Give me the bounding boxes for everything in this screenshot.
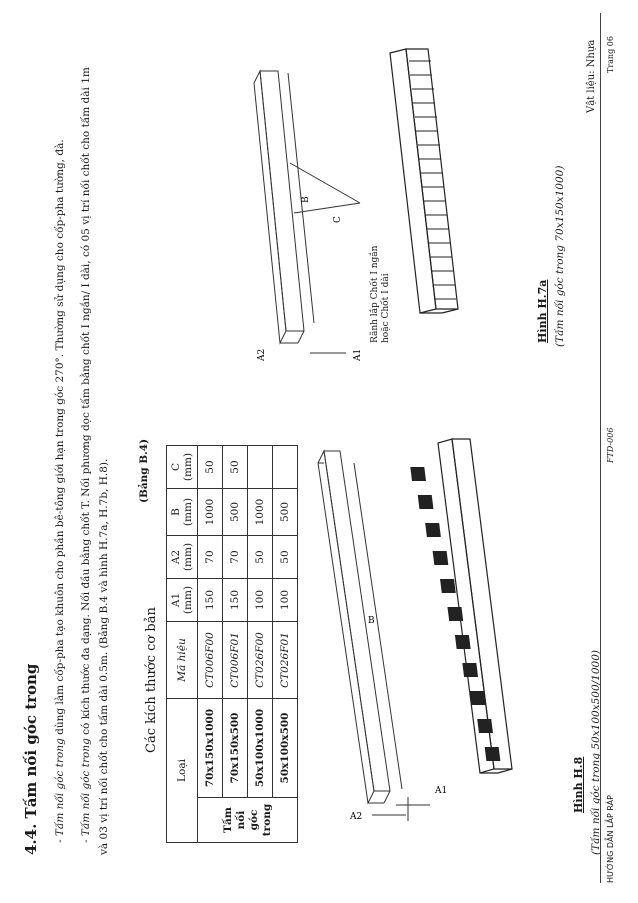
- h7a-note: [370, 246, 392, 343]
- header-c: C (mm): [167, 446, 198, 489]
- cell-size: 50x100x500: [273, 699, 298, 798]
- h7a-note-line-1: Rãnh lắp Chốt I ngắn: [370, 245, 380, 343]
- h7a-label-a1: A1: [353, 348, 363, 361]
- cell-a1: 150: [198, 579, 223, 622]
- group-label: Tấm nối góc trong: [198, 798, 298, 843]
- cell-a2: 50: [248, 536, 273, 579]
- h7a-subtitle: (Tấm nối góc trong 70x150x1000): [554, 165, 566, 347]
- footer-material: Vật liệu: Nhựa: [586, 39, 597, 113]
- cell-code: CT006F01: [223, 622, 248, 699]
- cell-code: CT026F00: [248, 622, 273, 699]
- cell-size: 50x100x1000: [248, 699, 273, 798]
- header-loai: Loại: [167, 699, 198, 843]
- table-caption: Các kích thước cơ bản: [144, 607, 159, 753]
- text: dùng làm cốp-pha tạo khuôn cho phần bê-tông giới hạn trong góc 270°. Thường sử dụng cho cốp-pha tường, đà.: [54, 139, 66, 739]
- cell-code: CT006F00: [198, 622, 223, 699]
- header-a1: A1 (mm): [167, 579, 198, 622]
- table-number: (Bảng B.4): [138, 438, 150, 503]
- cell-b: 1000: [198, 489, 223, 536]
- h7a-label-b: B: [301, 196, 311, 203]
- footer-rule: [600, 13, 601, 883]
- h8-title: Hình H.8: [572, 756, 585, 813]
- cell-c: [248, 446, 273, 489]
- cell-c: 50: [223, 446, 248, 489]
- h7a-title: Hình H.7a: [536, 279, 549, 343]
- cell-a1: 100: [248, 579, 273, 622]
- text: có kích thước đa dạng. Nối đầu bằng chốt T. Nối phương dọc tấm bằng chốt I ngắn/ I dài, có 05 vị trí nối chốt cho tấm dài 1m: [80, 67, 92, 739]
- h8-label-b: B: [368, 616, 375, 626]
- term: Tấm nối góc trong: [80, 738, 92, 837]
- cell-a2: 70: [223, 536, 248, 579]
- paragraph-2: - Tấm nối góc trong có kích thước đa dạng. Nối đầu bằng chốt T. Nối phương dọc tấm bằng chốt I ngắn/ I dài, có 05 vị trí nối chốt cho tấm dài 1m: [80, 67, 92, 843]
- h7a-label-c: C: [333, 216, 343, 223]
- footer-left: HƯỚNG DẪN LẮP RÁP: [606, 795, 615, 883]
- figure-h8-drawing: [310, 403, 570, 823]
- term: Tấm nối góc trong: [54, 738, 66, 837]
- cell-b: 500: [223, 489, 248, 536]
- footer-page: Trang 06: [606, 36, 615, 73]
- table-header-row: [167, 446, 198, 843]
- cell-a2: 70: [198, 536, 223, 579]
- header-ma-hieu: Mã hiệu: [167, 622, 198, 699]
- cell-c: 50: [198, 446, 223, 489]
- cell-a2: 50: [273, 536, 298, 579]
- dimension-table: [166, 445, 298, 843]
- section-title: 4.4. Tấm nối góc trong: [22, 663, 40, 855]
- h7a-label-a2: A2: [257, 348, 267, 361]
- cell-code: CT026F01: [273, 622, 298, 699]
- footer-center: FTD-006: [606, 427, 615, 463]
- h8-subtitle: (Tấm nối góc trong 50x100x500/1000): [590, 650, 602, 855]
- cell-size: 70x150x1000: [198, 699, 223, 798]
- h7a-note-line-2: hoặc Chốt I dài: [381, 273, 391, 343]
- h8-label-a1: A1: [435, 786, 448, 796]
- cell-size: 70x150x500: [223, 699, 248, 798]
- h7a-rib-pattern: [409, 61, 456, 299]
- cell-b: 500: [273, 489, 298, 536]
- paragraph-1: - Tấm nối góc trong dùng làm cốp-pha tạo khuôn cho phần bê-tông giới hạn trong góc 270°. Thường sử dụng cho cốp-pha tường, đà.: [54, 139, 66, 843]
- table-row: [273, 446, 298, 843]
- cell-a1: 100: [273, 579, 298, 622]
- cell-a1: 150: [223, 579, 248, 622]
- table-row: [198, 446, 223, 843]
- cell-b: 1000: [248, 489, 273, 536]
- table-row: [248, 446, 273, 843]
- h8-label-a2: A2: [350, 812, 363, 822]
- table-row: [223, 446, 248, 843]
- header-a2: A2 (mm): [167, 536, 198, 579]
- header-b: B (mm): [167, 489, 198, 536]
- cell-c: [273, 446, 298, 489]
- paragraph-2-continued: và 03 vị trí nối chốt cho tấm dài 0.5m. (Bảng B.4 và hình H.7a, H.7b, H.8).: [98, 458, 110, 855]
